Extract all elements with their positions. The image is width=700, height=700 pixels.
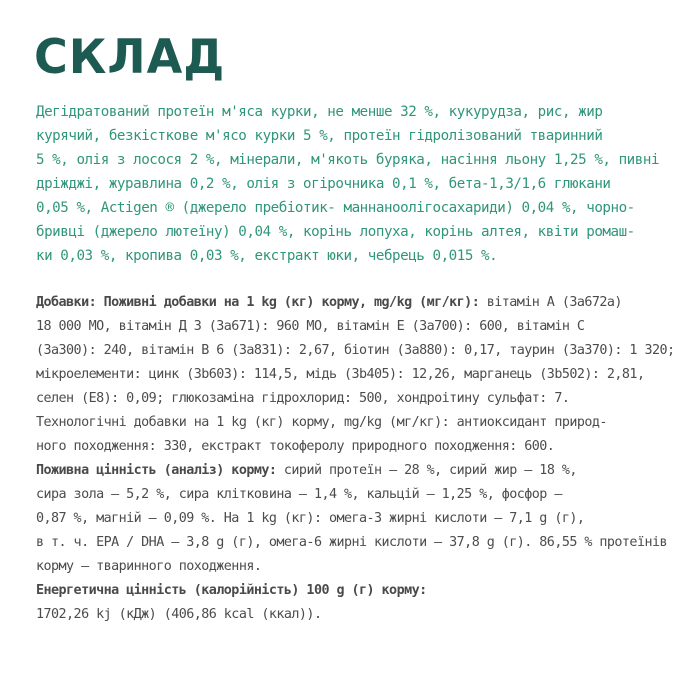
ingredients-line: ки 0,03 %, кропива 0,03 %, екстракт юки, чебрець 0,015 %.	[36, 248, 498, 264]
nutrition-line: корму – тваринного походження.	[36, 559, 262, 574]
technological-additives-line: ного походження: 330, екстракт токоферолу природного походження: 600.	[36, 439, 555, 454]
energy-label: Енергетична цінність (калорійність) 100 g (г) корму:	[36, 583, 427, 598]
page-title: СКЛАД	[34, 30, 226, 85]
nutrition-line	[36, 459, 675, 483]
nutrition-label: Поживна цінність (аналіз) корму:	[36, 463, 277, 478]
ingredients-paragraph	[36, 100, 659, 268]
additives-line: (3а300): 240, вітамін В 6 (3а831): 2,67, біотин (3а880): 0,17, таурин (3а370): 1 320;	[36, 343, 675, 358]
ingredients-line: Дегідратований протеїн м'яса курки, не менше 32 %, кукурудза, рис, жир	[36, 104, 603, 120]
additives-text: вітамін А (3а672а)	[479, 295, 622, 310]
nutrition-line: 0,87 %, магній – 0,09 %. На 1 kg (кг): омега-3 жирні кислоти – 7,1 g (г),	[36, 511, 585, 526]
ingredients-line: 5 %, олія з лосося 2 %, мінерали, м'якоть буряка, насіння льону 1,25 %, пивні	[36, 152, 660, 168]
additives-label: Добавки: Поживні добавки на 1 kg (кг) корму, mg/kg (мг/кг):	[36, 295, 480, 310]
ingredients-line: дріжджі, журавлина 0,2 %, олія з огірочника 0,1 %, бета-1,3/1,6 глюкани	[36, 176, 611, 192]
nutrition-line: сира зола – 5,2 %, сира клітковина – 1,4 %, кальцій – 1,25 %, фосфор –	[36, 487, 562, 502]
additives-section	[36, 291, 675, 627]
ingredients-line: курячий, безкісткове м'ясо курки 5 %, протеїн гідролізований тваринний	[36, 128, 603, 144]
additives-line	[36, 291, 675, 315]
ingredients-line: бривці (джерело лютеїну) 0,04 %, корінь лопуха, корінь алтея, квіти ромаш-	[36, 224, 635, 240]
additives-line: 18 000 МО, вітамін Д 3 (3а671): 960 МО, вітамін Е (3а700): 600, вітамін С	[36, 319, 585, 334]
nutrition-line: в т. ч. EPA / DHA – 3,8 g (г), омега-6 жирні кислоти – 37,8 g (г). 86,55 % протеїнів	[36, 535, 667, 550]
nutrition-text: сирий протеїн – 28 %, сирий жир – 18 %,	[276, 463, 577, 478]
ingredients-line: 0,05 %, Actigen ® (джерело пребіотик- маннаноолігосахариди) 0,04 %, чорно-	[36, 200, 635, 216]
additives-line: мікроелементи: цинк (3b603): 114,5, мідь (3b405): 12,26, марганець (3b502): 2,81,	[36, 367, 645, 382]
energy-line	[36, 579, 675, 603]
energy-value: 1702,26 kj (кДж) (406,86 kcal (ккал)).	[36, 607, 322, 622]
additives-line: селен (Е8): 0,09; глюкозаміна гідрохлорид: 500, хондроітину сульфат: 7.	[36, 391, 570, 406]
technological-additives-line: Технологічні добавки на 1 kg (кг) корму, mg/kg (мг/кг): антиоксидант природ-	[36, 415, 607, 430]
